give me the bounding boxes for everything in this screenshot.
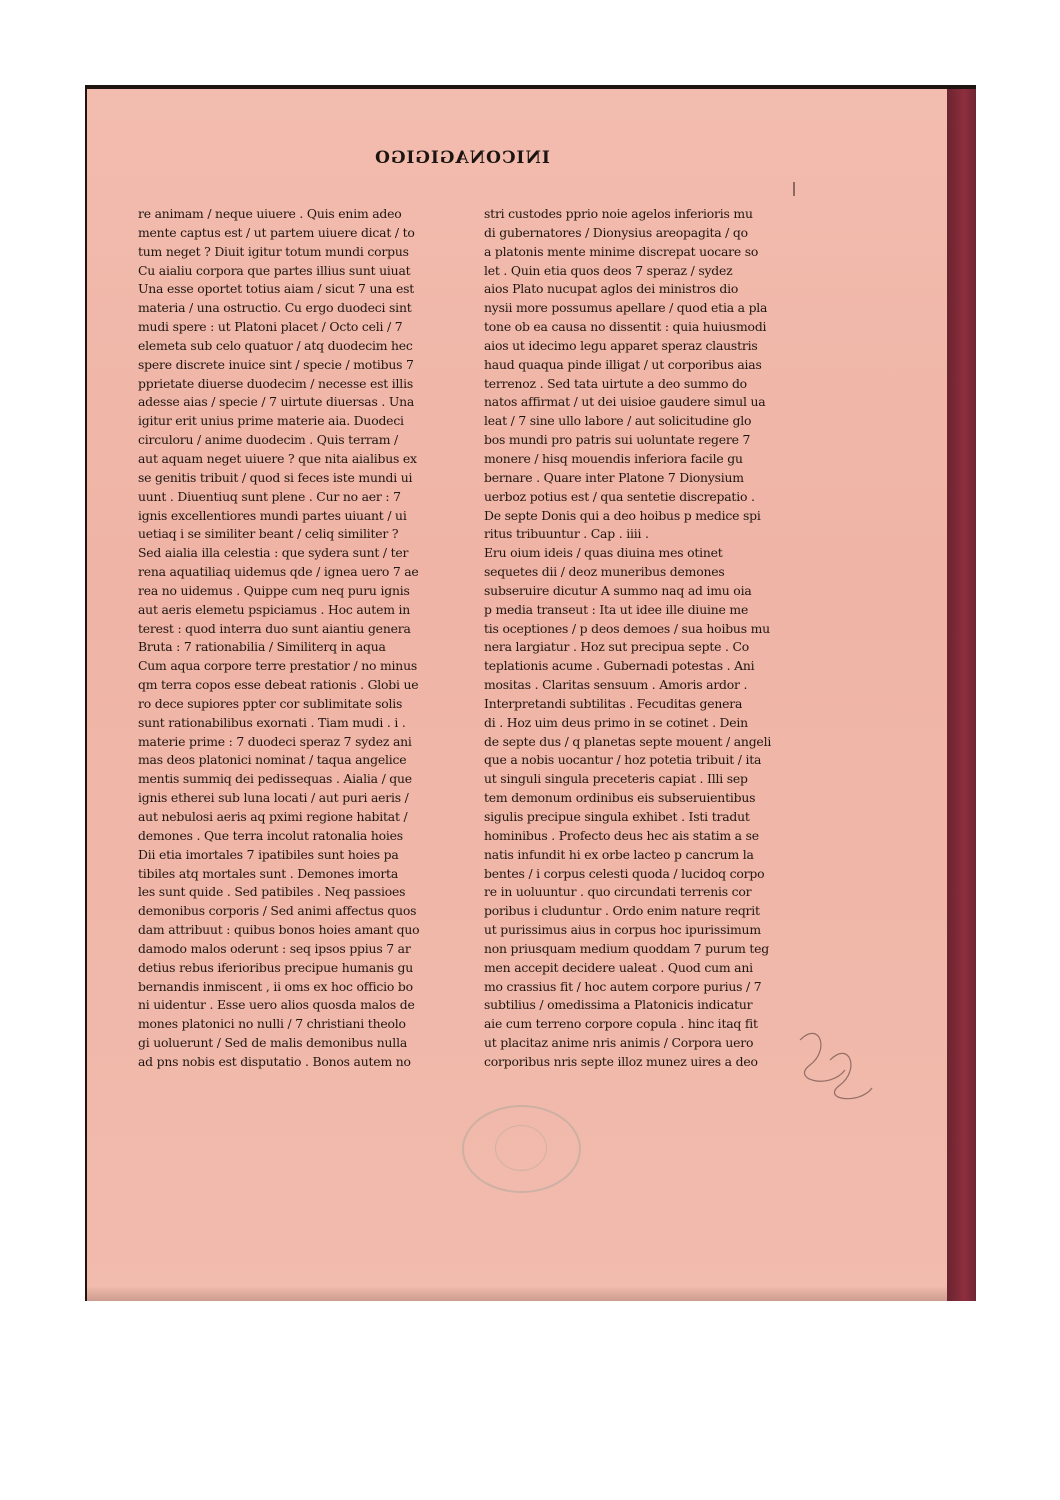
- left-column-line: re animam / neque uiuere . Quis enim adeo: [138, 206, 402, 221]
- left-column-line: qm terra copos esse debeat rationis . Globi ue: [138, 677, 419, 693]
- left-column-line: uunt . Diuentiuq sunt plene . Cur no aer : 7: [138, 488, 401, 504]
- left-column-line: demonibus corporis / Sed animi affectus quos: [138, 903, 417, 919]
- left-column-line: ignis etherei sub luna locati / aut puri aeris /: [138, 790, 409, 806]
- left-column-line: tibiles atq mortales sunt . Demones imorta: [138, 865, 399, 881]
- right-column-line: p media transeut : Ita ut idee ille diuine me: [484, 601, 749, 617]
- handwritten-mark: [790, 1010, 880, 1110]
- left-column-line: ignis excellentiores mundi partes uiuant / ui: [138, 507, 407, 523]
- left-text-column: [138, 205, 468, 1072]
- right-column-line: tem demonum ordinibus eis subseruientibus: [484, 790, 756, 806]
- right-column-line: de septe dus / q planetas septe mouent / angeli: [484, 733, 772, 749]
- right-column-line: teplationis acume . Gubernadi potestas . Ani: [484, 658, 755, 674]
- left-column-line: mentis summiq dei pedissequas . Aialia / que: [138, 771, 412, 787]
- left-column-line: rena aquatiliaq uidemus qde / ignea uero 7 ae: [138, 564, 419, 580]
- right-column-line: haud quaqua pinde illigat / ut corporibus aias: [484, 356, 762, 372]
- right-column-line: terrenoz . Sed tata uirtute a deo summo do: [484, 375, 747, 391]
- page-shadow: [87, 1286, 947, 1301]
- left-column-line: aut nebulosi aeris aq pximi regione habitat /: [138, 809, 408, 824]
- right-column-line: natis infundit hi ex orbe lacteo p cancrum la: [484, 846, 754, 862]
- left-column-line: ad pns nobis est disputatio . Bonos autem no: [138, 1053, 411, 1069]
- left-column-line: igitur erit unius prime materie aia. Duodeci: [138, 413, 404, 429]
- right-column-line: monere / hisq mouendis inferiora facile gu: [484, 450, 743, 466]
- right-column-line: natos affirmat / ut dei uisioe gaudere simul ua: [484, 394, 766, 410]
- right-column-line: stri custodes pprio noie agelos inferioris mu: [484, 206, 753, 221]
- right-column-line: subseruire dicutur A summo naq ad imu oia: [484, 582, 752, 598]
- right-column-line: nysii more possumus apellare / quod etia a pla: [484, 300, 768, 316]
- left-column-line: Cum aqua corpore terre prestatior / no minus: [138, 658, 418, 674]
- right-column-line: tone ob ea causa no dissentit : quia huiusmodi: [484, 319, 767, 335]
- right-column-line: subtilius / omedissima a Platonicis indicatur: [484, 997, 753, 1013]
- right-column-line: mositas . Claritas sensuum . Amoris ardor .: [484, 677, 748, 693]
- right-column-line: sequetes dii / deoz muneribus demones: [484, 564, 725, 580]
- left-column-line: se genitis tribuit / quod si feces iste mundi ui: [138, 469, 413, 485]
- right-column-line: mo crassius fit / hoc autem corpore purius / 7: [484, 978, 762, 994]
- right-column-line: leat / 7 sine ullo labore / aut solicitudine glo: [484, 413, 752, 429]
- right-column-line: ut placitaz anime nris animis / Corpora uero: [484, 1035, 754, 1051]
- left-column-line: mas deos platonici nominat / taqua angelice: [138, 752, 407, 768]
- left-column-line: Sed aialia illa celestia : que sydera sunt / ter: [138, 545, 409, 561]
- left-column-line: les sunt quide . Sed patibiles . Neq passioes: [138, 884, 406, 900]
- left-column-line: detius rebus iferioribus precipue humanis gu: [138, 959, 413, 975]
- right-column-line: aie cum terreno corpore copula . hinc itaq fit: [484, 1016, 758, 1032]
- left-column-line: materie prime : 7 duodeci speraz 7 sydez ani: [138, 733, 412, 749]
- right-column-line: ut purissimus aius in corpus hoc ipurissimum: [484, 922, 761, 938]
- right-column-line: bos mundi pro patris sui uoluntate regere 7: [484, 432, 751, 448]
- left-column-line: mones platonici no nulli / 7 christiani theolo: [138, 1016, 406, 1032]
- right-column-line: ut singuli singula preceteris capiat . Illi sep: [484, 771, 748, 787]
- left-column-line: Cu aialiu corpora que partes illius sunt uiuat: [138, 262, 411, 278]
- left-column-line: spere discrete inuice sint / specie / motibus 7: [138, 356, 414, 372]
- right-column-line: De septe Donis qui a deo hoibus p medice spi: [484, 507, 761, 523]
- left-column-line: bernandis inmiscent , ii oms ex hoc officio bo: [138, 978, 413, 994]
- left-column-line: tum neget ? Diuit igitur totum mundi corpus: [138, 243, 409, 259]
- left-column-line: gi uoluerunt / Sed de malis demonibus nulla: [138, 1035, 408, 1051]
- left-column-line: Dii etia imortales 7 ipatibiles sunt hoies pa: [138, 846, 399, 862]
- left-column-line: damodo malos oderunt : seq ipsos ppius 7 ar: [138, 940, 411, 956]
- right-column-line: let . Quin etia quos deos 7 speraz / sydez: [484, 262, 733, 278]
- left-column-line: mente captus est / ut partem uiuere dicat / to: [138, 224, 415, 240]
- left-column-line: Una esse oportet totius aiam / sicut 7 una est: [138, 281, 415, 297]
- left-column-line: ro dece supiores ppter cor sublimitate solis: [138, 695, 403, 711]
- right-column-line: di . Hoz uim deus primo in se cotinet . Dein: [484, 714, 748, 730]
- right-text-column: [484, 205, 794, 1072]
- left-column-line: rea no uidemus . Quippe cum neq puru ignis: [138, 582, 410, 598]
- right-column-line: a platonis mente minime discrepat uocare so: [484, 243, 759, 259]
- left-column-line: circuloru / anime duodecim . Quis terram /: [138, 432, 398, 448]
- left-column-line: sunt rationabilibus exornati . Tiam mudi . i .: [138, 714, 406, 730]
- left-column-line: adesse aias / specie / 7 uirtute diuersas . Una: [138, 394, 415, 410]
- left-column-line: mudi spere : ut Platoni placet / Octo celi / 7: [138, 319, 403, 335]
- left-column-line: terest : quod interra duo sunt aiantiu genera: [138, 620, 411, 636]
- right-column-line: bernare . Quare inter Platone 7 Dionysium: [484, 469, 744, 485]
- right-column-line: corporibus nris septe illoz munez uires a deo: [484, 1053, 758, 1069]
- right-column-line: poribus i cluduntur . Ordo enim nature reqrit: [484, 903, 760, 919]
- left-column-line: demones . Que terra incolut ratonalia hoies: [138, 827, 403, 843]
- right-column-line: Eru oium ideis / quas diuina mes otinet: [484, 545, 723, 561]
- right-column-line: di gubernatores / Dionysius areopagita / qo: [484, 224, 748, 240]
- left-column-line: aut aquam neget uiuere ? que nita aialibus ex: [138, 450, 417, 466]
- right-column-line: sigulis precipue singula exhibet . Isti tradut: [484, 809, 750, 824]
- binding-edge: [947, 89, 976, 1301]
- right-column-line: Interpretandi subtilitas . Fecuditas genera: [484, 695, 743, 711]
- margin-mark: [793, 182, 795, 196]
- right-column-line: aios ut idecimo legu apparet speraz claustris: [484, 337, 758, 353]
- left-column-line: materia / una ostructio. Cu ergo duodeci sint: [138, 300, 412, 316]
- running-head: INICONAGIGIGO: [374, 148, 550, 168]
- left-column-line: elemeta sub celo quatuor / atq duodecim hec: [138, 337, 413, 353]
- library-stamp-center: [495, 1125, 547, 1171]
- right-column-line: nera largiatur . Hoz sut precipua septe . Co: [484, 639, 750, 655]
- right-column-line: bentes / i corpus celesti quoda / lucidoq corpo: [484, 865, 765, 881]
- right-column-line: tis oceptiones / p deos demoes / sua hoibus mu: [484, 620, 770, 636]
- left-column-line: aut aeris elemetu pspiciamus . Hoc autem in: [138, 601, 411, 617]
- right-column-line: re in uoluuntur . quo circundati terrenis cor: [484, 884, 752, 900]
- left-column-line: pprietate diuerse duodecim / necesse est illis: [138, 375, 413, 391]
- left-column-line: uetiaq i se similiter beant / celiq similiter ?: [138, 526, 399, 542]
- left-column-line: ni uidentur . Esse uero alios quosda malos de: [138, 997, 415, 1013]
- right-column-line: hominibus . Profecto deus hec ais statim a se: [484, 827, 759, 843]
- right-column-line: uerboz potius est / qua sentetie discrepatio .: [484, 488, 755, 504]
- right-column-line: que a nobis uocantur / hoz potetia tribuit / ita: [484, 752, 762, 768]
- right-column-line: aios Plato nucupat aglos dei ministros dio: [484, 281, 739, 297]
- right-column-line: men accepit decidere ualeat . Quod cum ani: [484, 959, 753, 975]
- left-column-line: Bruta : 7 rationabilia / Similiterq in aqua: [138, 639, 386, 655]
- right-column-line: ritus tribuuntur . Cap . iiii .: [484, 526, 649, 542]
- left-column-line: dam attribuut : quibus bonos hoies amant quo: [138, 922, 420, 938]
- right-column-line: non priusquam medium quoddam 7 purum teg: [484, 940, 770, 956]
